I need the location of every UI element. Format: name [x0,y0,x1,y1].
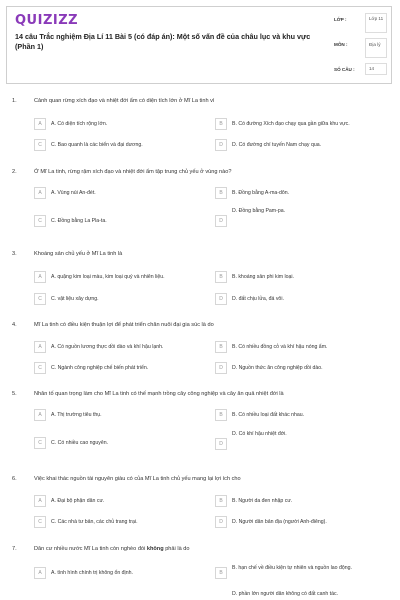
option-c[interactable] [34,361,210,377]
option-b[interactable] [215,270,391,286]
option-c-text: C. Ngành công nghiệp chế biến phát triển. [51,365,149,371]
question-text-end: phải là do [163,546,190,552]
option-b[interactable] [215,494,391,510]
question-text-start: Dân cư nhiều nước Mĩ La tinh còn nghèo đói [34,546,147,552]
option-c-box[interactable]: C [34,293,46,305]
option-c-text: C. Có nhiều cao nguyên. [51,440,109,446]
quizizz-logo: QUIZIZZ [15,13,79,28]
option-b[interactable] [215,563,391,587]
subject-box [365,38,387,58]
option-a-text: A. Vùng núi An-đét. [51,190,96,196]
option-b-box[interactable]: B [215,341,227,353]
option-c-box[interactable]: C [34,437,46,449]
question-text: Việc khai thác nguồn tài nguyên giàu có của Mĩ La tinh chủ yếu mang lại lợi ích cho [34,476,241,482]
option-d-text: D. Người dân bản địa (người Anh-điêng). [232,519,327,525]
option-b[interactable] [215,186,391,202]
class-value: Lớp 11 [369,16,384,21]
option-a[interactable] [34,408,210,424]
option-c-box[interactable]: C [34,139,46,151]
question-text [34,545,374,553]
question-number: 4. [12,322,17,328]
option-d[interactable] [215,292,391,308]
option-b-box[interactable]: B [215,567,227,579]
option-b-box[interactable]: B [215,271,227,283]
option-d[interactable] [215,138,391,154]
option-b-text: B. Có nhiều loại đất khác nhau. [232,412,305,418]
question-count-label: SỐ CÂU : [334,67,355,72]
option-d-text: D. Có đường chí tuyến Nam chạy qua. [232,142,322,148]
option-d[interactable] [215,206,391,230]
option-a-box[interactable]: A [34,567,46,579]
option-b-box[interactable]: B [215,409,227,421]
option-a-text: A. Đại bộ phận dân cư. [51,498,105,504]
option-a[interactable] [34,340,210,356]
subject-label: MÔN : [334,42,348,47]
option-c-box[interactable]: C [34,516,46,528]
question-number: 1. [12,98,17,104]
class-label: LỚP : [334,17,347,22]
question-count-value: 14 [369,66,375,71]
option-a[interactable] [34,117,210,133]
option-b[interactable] [215,340,391,356]
subject-value: Địa lý [369,42,381,47]
option-a-text: A. quặng kim loại màu, kim loại quý và nhiên liệu. [51,274,165,280]
option-c[interactable] [34,436,210,452]
question-text: Mĩ La tinh có điều kiện thuận lợi để phát triển chăn nuôi đại gia súc là do [34,322,214,328]
option-d[interactable] [215,589,391,600]
option-c-box[interactable]: C [34,362,46,374]
option-d[interactable] [215,429,391,453]
question-number: 6. [12,476,17,482]
option-d[interactable] [215,515,391,531]
option-b-text: B. Người da đen nhập cư. [232,498,293,504]
option-c[interactable] [34,292,210,308]
question-text: Ở Mĩ La tinh, rừng rậm xích đạo và nhiệt đới ẩm tập trung chủ yếu ở vùng nào? [34,169,232,175]
option-d-box[interactable]: D [215,215,227,227]
option-a[interactable] [34,186,210,202]
option-c-box[interactable]: C [34,215,46,227]
option-b[interactable] [215,408,391,424]
option-a-box[interactable]: A [34,341,46,353]
option-b-text: B. Có nhiều đồng cỏ và khí hậu nóng ẩm. [232,344,328,350]
option-b-box[interactable]: B [215,187,227,199]
question-number: 3. [12,251,17,257]
option-c[interactable] [34,138,210,154]
option-b-text: B. khoáng sản phi kim loại. [232,274,294,280]
option-d-box[interactable]: D [215,438,227,450]
option-a[interactable] [34,494,210,510]
option-c-text: C. vật liệu xây dựng. [51,296,99,302]
option-d-box[interactable]: D [215,139,227,151]
option-c-text: C. Các nhà tư bản, các chủ trang trại. [51,519,138,525]
question-number: 7. [12,546,17,552]
option-a-box[interactable]: A [34,409,46,421]
option-c[interactable] [34,515,210,531]
option-b-text: B. Đồng bằng A-ma-dôn. [232,190,290,196]
option-d[interactable] [215,361,391,377]
option-a-box[interactable]: A [34,118,46,130]
option-b-text: B. hạn chế về điều kiện tự nhiên và nguồn lao động. [232,565,352,571]
option-b-box[interactable]: B [215,495,227,507]
worksheet-title: 14 câu Trắc nghiệm Địa Lí 11 Bài 5 (có đáp án): Một số vấn đề của châu lục và khu vực (Phần 1) [15,32,311,51]
option-c-text: C. Đồng bằng La Pla-ta. [51,218,107,224]
option-a-text: A. tình hình chính trị không ổn định. [51,570,133,576]
option-d-box[interactable]: D [215,362,227,374]
option-d-box[interactable]: D [215,293,227,305]
question-text: Khoáng sản chủ yếu ở Mĩ La tinh là [34,251,123,257]
question-number: 2. [12,169,17,175]
question-text-emphasis: không [146,546,164,552]
option-a-box[interactable]: A [34,495,46,507]
option-b-text: B. Có đường Xích đạo chạy qua gần giữa khu vực. [232,121,350,127]
option-d-text: D. phần lớn người dân không có đất canh tác. [232,591,339,597]
option-b-box[interactable]: B [215,118,227,130]
option-a[interactable] [34,270,210,286]
option-d-text: D. Đồng bằng Pam-pa. [232,208,286,214]
option-a-text: A. Có nguồn lương thực dồi dào và khí hậu lạnh. [51,344,164,350]
option-d-text: D. Có khí hậu nhiệt đới. [232,431,287,437]
option-a[interactable] [34,566,210,582]
question-number: 5. [12,391,17,397]
option-d-text: D. đất chịu lửa, đá vôi. [232,296,284,302]
option-c-text: C. Bao quanh là các biển và đại dương. [51,142,143,148]
option-c[interactable] [34,214,210,230]
option-a-text: A. Thị trường tiêu thụ. [51,412,102,418]
option-d-box[interactable]: D [215,516,227,528]
option-a-box[interactable]: A [34,271,46,283]
worksheet-header [6,6,392,84]
question-text: Cảnh quan rừng xích đạo và nhiệt đới ẩm có diện tích lớn ở Mĩ La tinh vì [34,98,215,104]
option-a-box[interactable]: A [34,187,46,199]
question-text: Nhân tố quan trọng làm cho Mĩ La tinh có thế mạnh trồng cây công nghiệp và cây ăn quả nhiệt đới là [34,391,284,397]
option-b[interactable] [215,117,391,133]
option-d-text: D. Nguồn thức ăn công nghiệp dồi dào. [232,365,323,371]
option-a-text: A. Có diện tích rộng lớn. [51,121,108,127]
